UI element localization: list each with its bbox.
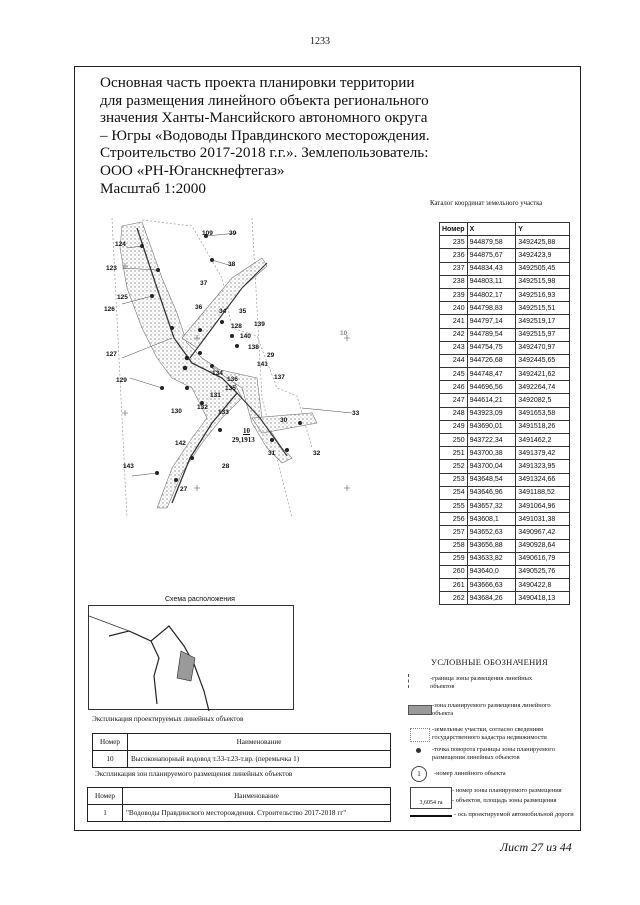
- point-label: 36: [195, 304, 203, 311]
- location-scheme-drawing: [89, 606, 295, 711]
- coordinate-number: 262: [440, 592, 468, 605]
- point-label: 131: [210, 392, 221, 399]
- coordinate-x: 943722,34: [467, 434, 516, 447]
- coordinate-x: 944834,43: [467, 262, 516, 275]
- coordinate-number: 254: [440, 486, 468, 499]
- coordinate-y: 3490422,8: [516, 579, 570, 592]
- explication2-row-number: 1: [88, 805, 123, 822]
- coordinate-y: 3492425,88: [516, 236, 570, 249]
- coordinate-x: 943657,32: [467, 499, 516, 512]
- coordinate-number: 236: [440, 249, 468, 262]
- location-scheme: [88, 605, 294, 710]
- coordinate-y: 3491323,95: [516, 460, 570, 473]
- explication1-table: [92, 733, 391, 768]
- point-label: 140: [240, 333, 251, 340]
- coordinate-number: 243: [440, 341, 468, 354]
- point-label: 141: [257, 361, 268, 368]
- coordinate-y: 3491188,52: [516, 486, 570, 499]
- point-label: 135: [225, 385, 236, 392]
- coordinate-row: [440, 434, 570, 447]
- coordinate-row: [440, 381, 570, 394]
- coordinate-row: [440, 368, 570, 381]
- coordinate-number: 250: [440, 434, 468, 447]
- coordinate-x: 943684,26: [467, 592, 516, 605]
- coordinate-row: [440, 592, 570, 605]
- legend-zone-boundary-symbol: [408, 674, 419, 688]
- explication2-header: [88, 788, 391, 805]
- coordinate-y: 3492421,62: [516, 368, 570, 381]
- coordinate-y: 3492505,45: [516, 262, 570, 275]
- coordinate-x: 944789,54: [467, 328, 516, 341]
- coordinate-y: 3491653,58: [516, 407, 570, 420]
- legend-cadastre-symbol: [410, 728, 430, 742]
- coordinate-x: 944803,11: [467, 275, 516, 288]
- legend-road-axis-symbol: [410, 815, 452, 817]
- coordinate-x: 944614,21: [467, 394, 516, 407]
- coordinate-number: 257: [440, 526, 468, 539]
- coordinate-y: 3492519,17: [516, 315, 570, 328]
- sheet-number: Лист 27 из 44: [500, 840, 572, 854]
- zone-area-label: 29,1913: [232, 436, 255, 444]
- scale-text: Масштаб 1:2000: [100, 179, 206, 197]
- coordinate-row: [440, 486, 570, 499]
- header-x: X: [467, 223, 516, 236]
- explication2-row-name: "Водоводы Правдинского месторождения. Строительство 2017-2018 гг": [123, 805, 391, 822]
- coordinate-x: 944875,67: [467, 249, 516, 262]
- coordinate-x: 943633,82: [467, 552, 516, 565]
- point-label: 137: [274, 374, 285, 381]
- coordinate-y: 3492515,97: [516, 328, 570, 341]
- point-label: 29: [267, 352, 275, 359]
- coordinate-row: [440, 552, 570, 565]
- coordinate-row: [440, 526, 570, 539]
- coordinate-x: 944726,68: [467, 354, 516, 367]
- coordinate-row: [440, 420, 570, 433]
- coordinate-row: [440, 407, 570, 420]
- legend-cadastre-text: -земельные участки, согласно сведениям государственного кадастра недвижимости: [432, 726, 547, 741]
- coordinate-y: 3492264,74: [516, 381, 570, 394]
- coordinate-number: 251: [440, 447, 468, 460]
- coordinate-y: 3491462,2: [516, 434, 570, 447]
- explication2-header-number: Номер: [88, 788, 123, 805]
- coordinate-x: 943648,54: [467, 473, 516, 486]
- explication1-row-name: Высоконапорный водовод т.33-т.23-т.вр. (перемычка 1): [128, 751, 391, 768]
- coordinate-row: [440, 236, 570, 249]
- coordinate-row: [440, 275, 570, 288]
- coordinate-x: 943923,09: [467, 407, 516, 420]
- coordinate-row: [440, 394, 570, 407]
- coordinate-y: 3492516,93: [516, 288, 570, 301]
- coordinate-number: 238: [440, 275, 468, 288]
- coordinate-number: 245: [440, 368, 468, 381]
- coordinate-x: 943666,63: [467, 579, 516, 592]
- point-label: 32: [313, 450, 321, 457]
- coordinate-y: 3490616,79: [516, 552, 570, 565]
- point-label: 133: [218, 409, 229, 416]
- point-label: 127: [106, 351, 117, 358]
- coordinate-x: 944798,83: [467, 302, 516, 315]
- coordinate-row: [440, 565, 570, 578]
- coordinate-table: [439, 222, 570, 605]
- coordinate-number: 255: [440, 499, 468, 512]
- point-label: 39: [229, 230, 237, 237]
- coordinate-number: 246: [440, 381, 468, 394]
- legend-turning-point-text: -точка поворота границы зоны планируемого размещения линейных объектов: [432, 746, 555, 761]
- coordinate-row: [440, 539, 570, 552]
- coordinate-row: [440, 315, 570, 328]
- coordinate-row: [440, 262, 570, 275]
- coordinate-number: 249: [440, 420, 468, 433]
- coordinate-x: 944797,14: [467, 315, 516, 328]
- point-label: 136: [227, 376, 238, 383]
- legend-zone-symbol: [410, 787, 452, 809]
- coordinate-x: 943700,04: [467, 460, 516, 473]
- coordinate-number: 256: [440, 513, 468, 526]
- coordinate-y: 3491379,42: [516, 447, 570, 460]
- coordinate-row: [440, 499, 570, 512]
- coordinate-number: 261: [440, 579, 468, 592]
- explication2-header-name: Наименование: [123, 788, 391, 805]
- explication1-header-name: Наименование: [128, 734, 391, 751]
- coordinate-y: 3490967,42: [516, 526, 570, 539]
- coordinate-row: [440, 579, 570, 592]
- map-title: [100, 74, 430, 197]
- point-label: 142: [175, 440, 186, 447]
- coordinate-number: 235: [440, 236, 468, 249]
- coordinate-number: 248: [440, 407, 468, 420]
- coordinate-number: 244: [440, 354, 468, 367]
- coordinate-number: 240: [440, 302, 468, 315]
- legend-title: УСЛОВНЫЕ ОБОЗНАЧЕНИЯ: [431, 657, 548, 667]
- legend-zone-area-value: 3,6054 га: [419, 800, 443, 806]
- point-label: 31: [268, 450, 276, 457]
- header-y: Y: [516, 223, 570, 236]
- coordinate-x: 943646,96: [467, 486, 516, 499]
- coordinate-y: 3492082,5: [516, 394, 570, 407]
- point-label: 10: [340, 330, 348, 337]
- coordinate-number: 253: [440, 473, 468, 486]
- coordinate-number: 241: [440, 315, 468, 328]
- coordinate-number: 252: [440, 460, 468, 473]
- coordinate-y: 3490928,64: [516, 539, 570, 552]
- point-label: 38: [228, 261, 236, 268]
- legend-zone-number-text: - номер зоны планируемого размещения: [452, 787, 562, 794]
- point-label: 128: [231, 323, 242, 330]
- point-label: 30: [280, 417, 288, 424]
- point-label: 129: [116, 377, 127, 384]
- legend-object-number-text: -номер линейного объекта: [434, 770, 506, 777]
- legend-zone-boundary-text: -граница зоны размещения линейных объектов: [430, 675, 533, 690]
- coordinate-y: 3492423,9: [516, 249, 570, 262]
- coordinate-number: 258: [440, 539, 468, 552]
- coordinate-y: 3490418,13: [516, 592, 570, 605]
- coordinate-x: 944754,75: [467, 341, 516, 354]
- explication1-caption: Экспликация проектируемых линейных объектов: [92, 715, 244, 723]
- coordinate-y: 3492470,97: [516, 341, 570, 354]
- coordinate-row: [440, 288, 570, 301]
- coordinate-y: 3492515,98: [516, 275, 570, 288]
- coordinate-x: 943652,63: [467, 526, 516, 539]
- coordinate-x: 944802,17: [467, 288, 516, 301]
- title-text: Основная часть проекта планировки территории для размещения линейного объекта регионального значения Ханты-Мансийского автономного округа – Югры «Водоводы Правдинского месторождения. Строительство 2017-2018 г.г.». Землепользователь: ООО «РН-Юганскнефтегаз»: [100, 74, 430, 179]
- explication1-header-number: Номер: [93, 734, 128, 751]
- map-labels: [82, 218, 427, 518]
- coordinate-number: 239: [440, 288, 468, 301]
- point-label: 124: [115, 241, 126, 248]
- coordinate-y: 3490525,76: [516, 565, 570, 578]
- point-label: 143: [123, 463, 134, 470]
- coordinate-x: 944748,47: [467, 368, 516, 381]
- coordinate-number: 259: [440, 552, 468, 565]
- coordinate-row: [440, 249, 570, 262]
- point-label: 138: [248, 344, 259, 351]
- legend-object-number-icon: 1: [411, 766, 427, 782]
- coordinate-y: 3491031,38: [516, 513, 570, 526]
- coordinate-number: 237: [440, 262, 468, 275]
- coordinate-x: 943656,88: [467, 539, 516, 552]
- legend-turning-point-icon: [416, 748, 421, 753]
- point-label: 37: [200, 280, 208, 287]
- coordinate-row: [440, 513, 570, 526]
- catalog-caption: Каталог координат земельного участка: [430, 200, 543, 207]
- coordinate-number: 260: [440, 565, 468, 578]
- coordinate-x: 944879,58: [467, 236, 516, 249]
- point-label: 132: [197, 404, 208, 411]
- coordinate-number: 247: [440, 394, 468, 407]
- point-label: 139: [254, 321, 265, 328]
- coordinate-x: 943608,1: [467, 513, 516, 526]
- scheme-caption: Схема расположения: [165, 596, 235, 603]
- point-label: 130: [171, 408, 182, 415]
- zone-number-label: 10: [243, 427, 250, 435]
- coordinate-x: 943700,38: [467, 447, 516, 460]
- explication1-header: [93, 734, 391, 751]
- header-number: Номер: [440, 223, 468, 236]
- coordinate-x: 943640,0: [467, 565, 516, 578]
- point-label: 134: [212, 370, 223, 377]
- point-label: 123: [106, 265, 117, 272]
- point-label: 27: [180, 486, 188, 493]
- explication2-caption: Экспликация зон планируемого размещения линейных объектов: [95, 770, 293, 778]
- coordinate-y: 3491064,96: [516, 499, 570, 512]
- explication1-row: [93, 751, 391, 768]
- coordinate-row: [440, 328, 570, 341]
- coordinate-table-header: [440, 223, 570, 236]
- coordinate-x: 943690,01: [467, 420, 516, 433]
- coordinate-y: 3492515,51: [516, 302, 570, 315]
- coordinate-row: [440, 460, 570, 473]
- coordinate-row: [440, 354, 570, 367]
- legend-planned-zone-symbol: [408, 705, 432, 715]
- coordinate-row: [440, 473, 570, 486]
- coordinate-x: 944696,56: [467, 381, 516, 394]
- point-label: 125: [117, 294, 128, 301]
- point-label: 126: [104, 306, 115, 313]
- explication2-table: [87, 787, 391, 822]
- point-label: 33: [352, 410, 360, 417]
- page-number: 1233: [310, 36, 330, 47]
- coordinate-row: [440, 341, 570, 354]
- point-label: 35: [239, 308, 247, 315]
- point-label: 34: [219, 308, 227, 315]
- legend-zone-area-text: - объектов, площадь зоны размещения: [452, 797, 557, 804]
- coordinate-row: [440, 447, 570, 460]
- legend-road-axis-text: - ось проектируемой автомобильной дороги: [454, 811, 574, 818]
- point-label: 109: [202, 230, 213, 237]
- explication1-row-number: 10: [93, 751, 128, 768]
- coordinate-y: 3491518,26: [516, 420, 570, 433]
- coordinate-number: 242: [440, 328, 468, 341]
- explication2-row: [88, 805, 391, 822]
- point-label: 28: [222, 463, 230, 470]
- coordinate-y: 3492445,65: [516, 354, 570, 367]
- coordinate-y: 3491324,66: [516, 473, 570, 486]
- coordinate-row: [440, 302, 570, 315]
- legend-planned-zone-text: -зона планируемого размещения линейного объекта: [432, 702, 551, 717]
